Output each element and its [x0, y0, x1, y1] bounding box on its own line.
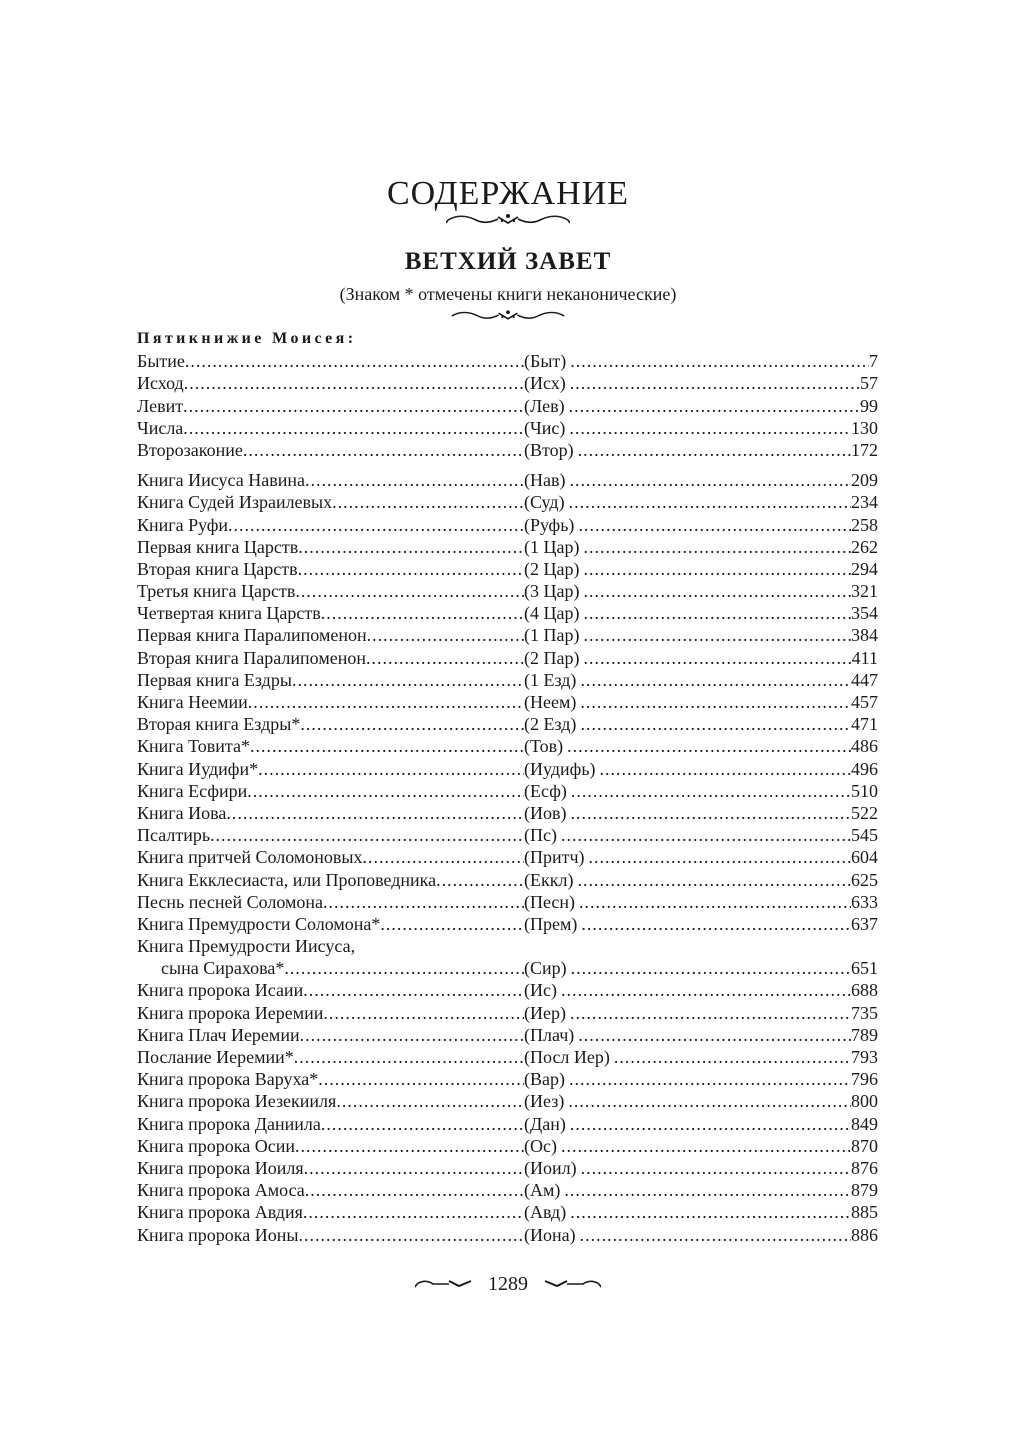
toc-entry-abbreviation: (Быт)	[524, 351, 567, 372]
dot-leader	[589, 846, 851, 868]
toc-entry-abbreviation: (Руфь)	[524, 514, 575, 535]
ornament-icon	[450, 308, 566, 324]
flourish-left-icon	[415, 1277, 473, 1291]
toc-entry-abbreviation: (Втор)	[524, 439, 574, 460]
dot-leader	[295, 1135, 524, 1157]
dot-leader	[583, 602, 851, 624]
toc-entry-title: Книга Руфи	[137, 514, 229, 535]
toc-entry-abbreviation: (2 Цар)	[524, 558, 580, 579]
dot-leader	[436, 869, 524, 891]
dot-leader	[185, 350, 524, 372]
toc-entry	[137, 580, 878, 602]
dot-leader	[569, 417, 851, 439]
toc-entry-page: 321	[851, 581, 878, 602]
toc-entry-page: 789	[851, 1024, 878, 1045]
toc-entry	[137, 957, 878, 979]
dot-leader	[569, 469, 851, 491]
dot-leader	[210, 824, 524, 846]
toc-entry-abbreviation: (Суд)	[524, 492, 565, 513]
page-number: 1289	[488, 1273, 528, 1296]
dot-leader	[303, 979, 524, 1001]
toc-entry-title: Книга притчей Соломоновых	[137, 847, 363, 868]
section-heading: ВЕТХИЙ ЗАВЕТ	[404, 248, 612, 275]
toc-entry	[137, 669, 878, 691]
dot-leader	[298, 1224, 524, 1246]
toc-entry-abbreviation: (Вар)	[524, 1069, 565, 1090]
dot-leader	[580, 713, 851, 735]
canon-note: (Знаком * отмечены книги неканонические)	[339, 284, 677, 304]
toc-entry	[137, 491, 878, 513]
toc-entry-page: 510	[851, 780, 878, 801]
toc-entry-page: 849	[851, 1113, 878, 1134]
toc-entry-page: 234	[851, 492, 878, 513]
toc-entry-abbreviation: (1 Езд)	[524, 669, 577, 690]
toc-entry	[137, 1224, 878, 1246]
dot-leader	[583, 558, 851, 580]
toc-entry-abbreviation: (Авд)	[524, 1202, 567, 1223]
toc-entry	[137, 350, 878, 372]
dot-leader	[569, 395, 860, 417]
toc-entry-page: 447	[851, 669, 878, 690]
page-footer	[0, 1270, 1016, 1297]
toc-entry-abbreviation: (Ис)	[524, 980, 557, 1001]
toc-entry-page: 796	[851, 1069, 878, 1090]
toc-entry-page: 522	[851, 802, 878, 823]
toc-entry	[137, 780, 878, 802]
toc-entry	[137, 713, 878, 735]
ornament-icon	[446, 212, 570, 228]
toc-entry	[137, 1068, 878, 1090]
toc-entry-page: 471	[851, 714, 878, 735]
toc-entry	[137, 869, 878, 891]
dot-leader	[304, 1157, 524, 1179]
toc-entry-abbreviation: (Иер)	[524, 1002, 566, 1023]
dot-leader	[581, 913, 851, 935]
toc-entry-title: Вторая книга Ездры*	[137, 714, 301, 735]
toc-entry-title: Книга пророка Иоиля	[137, 1157, 304, 1178]
dot-leader	[184, 372, 524, 394]
dot-leader	[570, 350, 869, 372]
toc-entry-abbreviation: (1 Цар)	[524, 536, 580, 557]
toc-entry-title: Книга Плач Иеремии	[137, 1024, 300, 1045]
toc-entry-abbreviation: (3 Цар)	[524, 581, 580, 602]
toc-entry-page: 651	[851, 958, 878, 979]
toc-entry	[137, 1201, 878, 1223]
toc-entry-title: Первая книга Ездры	[137, 669, 292, 690]
dot-leader	[583, 536, 851, 558]
dot-leader	[579, 891, 851, 913]
toc-entry	[137, 1002, 878, 1024]
toc-entry-page: 870	[851, 1135, 878, 1156]
toc-entry-page: 130	[851, 417, 878, 438]
toc-entry	[137, 536, 878, 558]
dot-leader	[583, 624, 851, 646]
page-title: СОДЕРЖАНИЕ	[386, 175, 630, 212]
toc-list	[137, 350, 878, 1246]
toc-entry	[137, 602, 878, 624]
toc-entry	[137, 824, 878, 846]
toc-entry-page: 354	[851, 603, 878, 624]
dot-leader	[300, 713, 524, 735]
toc-entry-title: Книга Премудрости Иисуса,	[137, 936, 356, 957]
dot-leader	[583, 580, 851, 602]
toc-entry-page: 258	[851, 514, 878, 535]
toc-entry-title: Книга пророка Варуха*	[137, 1069, 319, 1090]
toc-entry-title: Песнь песней Соломона	[137, 891, 324, 912]
toc-entry-title: Книга пророка Иезекииля	[137, 1091, 337, 1112]
dot-leader	[578, 1024, 851, 1046]
toc-entry-abbreviation: (Притч)	[524, 847, 585, 868]
toc-entry-page: 486	[851, 736, 878, 757]
toc-entry-page: 457	[851, 692, 878, 712]
toc-entry-title: Книга пророка Исаии	[137, 980, 304, 1001]
toc-entry-abbreviation: (4 Цар)	[524, 603, 580, 624]
toc-entry-title: Книга Премудрости Соломона*	[137, 913, 381, 934]
dot-leader	[228, 514, 524, 536]
toc-entry-page: 99	[860, 395, 878, 416]
dot-leader	[570, 1002, 851, 1024]
dot-leader	[258, 758, 524, 780]
dot-leader	[570, 1113, 851, 1135]
toc-entry-title: Четвертая книга Царств	[137, 603, 321, 624]
toc-entry	[137, 372, 878, 394]
group-gap	[137, 461, 878, 469]
dot-leader	[569, 491, 851, 513]
toc-entry-page: 625	[851, 869, 878, 890]
dot-leader	[568, 1090, 851, 1112]
toc-entry	[137, 1179, 878, 1201]
dot-leader	[571, 802, 852, 824]
toc-entry-abbreviation: (Иез)	[524, 1091, 565, 1112]
toc-entry-title: Исход	[137, 373, 184, 394]
dot-leader	[321, 1113, 524, 1135]
dot-leader	[564, 1179, 851, 1201]
dot-leader	[570, 1201, 851, 1223]
toc-entry-abbreviation: (Посл Иер)	[524, 1047, 610, 1067]
dot-leader	[561, 824, 851, 846]
toc-entry-abbreviation: (Прем)	[524, 913, 578, 934]
dot-leader	[295, 580, 524, 602]
ornament-divider-middle	[0, 308, 1016, 329]
dot-leader	[294, 1046, 524, 1068]
dot-leader	[305, 469, 524, 491]
toc-entry-page: 172	[851, 439, 878, 460]
dot-leader	[366, 647, 524, 669]
toc-entry-title: Псалтирь	[137, 825, 211, 846]
toc-entry-page: 262	[851, 536, 878, 557]
dot-leader	[380, 913, 524, 935]
dot-leader	[298, 558, 524, 580]
dot-leader	[580, 669, 851, 691]
toc-entry-title: Бытие	[137, 351, 185, 372]
toc-entry-page: 411	[851, 647, 878, 668]
toc-entry	[137, 439, 878, 461]
dot-leader	[578, 514, 851, 536]
toc-entry-abbreviation: (Дан)	[524, 1113, 566, 1134]
toc-entry-page: 57	[860, 373, 878, 394]
toc-entry	[137, 558, 878, 580]
toc-entry-title: Книга Товита*	[137, 736, 250, 757]
toc-entry-abbreviation: (Чис)	[524, 417, 566, 438]
toc-entry-title: Книга Иудифи*	[137, 758, 259, 779]
table-of-contents	[137, 328, 878, 1246]
toc-entry	[137, 1024, 878, 1046]
flourish-right-icon	[543, 1277, 601, 1291]
dot-leader	[580, 691, 851, 713]
toc-entry-page: 688	[851, 980, 878, 1001]
toc-entry-page: 294	[851, 558, 878, 579]
toc-entry-abbreviation: (Лев)	[524, 395, 565, 416]
toc-entry-title: сына Сирахова*	[161, 958, 285, 979]
toc-entry-abbreviation: (2 Пар)	[524, 647, 580, 668]
toc-entry-title: Книга пророка Ионы	[137, 1224, 299, 1245]
section-label: Пятикнижие Моисея:	[137, 330, 357, 347]
toc-entry-title: Вторая книга Паралипоменон	[137, 647, 366, 668]
toc-entry	[137, 514, 878, 536]
toc-entry-abbreviation: (Иоил)	[524, 1157, 577, 1178]
toc-entry	[137, 624, 878, 646]
toc-entry-title: Первая книга Паралипоменон	[137, 625, 367, 646]
toc-entry	[137, 735, 878, 757]
toc-entry-page: 879	[851, 1180, 878, 1201]
dot-leader	[580, 1224, 851, 1246]
dot-leader	[292, 669, 524, 691]
dot-leader	[318, 1068, 524, 1090]
toc-entry	[137, 979, 878, 1001]
dot-leader	[577, 869, 851, 891]
toc-entry	[137, 469, 878, 491]
toc-entry-abbreviation: (Иов)	[524, 802, 567, 823]
toc-entry-title: Вторая книга Царств	[137, 558, 298, 579]
toc-entry-abbreviation: (Есф)	[524, 780, 567, 801]
toc-entry	[137, 1135, 878, 1157]
toc-entry-abbreviation: (Песн)	[524, 891, 576, 912]
toc-entry-page: 604	[851, 847, 878, 868]
dot-leader	[247, 780, 524, 802]
toc-entry	[137, 395, 878, 417]
dot-leader	[298, 536, 524, 558]
dot-leader	[336, 1090, 524, 1112]
toc-entry-abbreviation: (Тов)	[524, 736, 564, 757]
dot-leader	[321, 602, 524, 624]
toc-entry-title: Книга пророка Амоса	[137, 1180, 305, 1201]
dot-leader	[323, 1002, 524, 1024]
dot-leader	[243, 439, 524, 461]
dot-leader	[571, 957, 851, 979]
dot-leader	[578, 439, 851, 461]
toc-entry-page: 7	[869, 351, 878, 372]
toc-entry-title: Левит	[137, 395, 184, 416]
toc-entry-page: 496	[851, 758, 878, 779]
dot-leader	[581, 1157, 851, 1179]
toc-entry-title: Книга пророка Даниила	[137, 1113, 321, 1134]
toc-entry-title: Третья книга Царств	[137, 581, 296, 602]
dot-leader	[561, 1135, 851, 1157]
dot-leader	[614, 1046, 851, 1068]
toc-entry-abbreviation: (Пс)	[524, 825, 557, 846]
toc-entry-title: Книга Иова	[137, 802, 227, 823]
toc-entry-title: Книга Судей Израилевых	[137, 492, 333, 513]
toc-entry	[137, 1113, 878, 1135]
toc-entry-title: Послание Иеремии*	[137, 1047, 294, 1067]
dot-leader	[567, 735, 851, 757]
toc-entry	[137, 691, 878, 713]
toc-entry-title-line	[137, 935, 878, 957]
toc-entry-abbreviation: (Плач)	[524, 1024, 575, 1045]
toc-entry-abbreviation: (Иона)	[524, 1224, 576, 1245]
toc-entry-title: Книга пророка Осии	[137, 1135, 295, 1156]
toc-entry-abbreviation: (Ам)	[524, 1180, 561, 1201]
toc-entry-page: 633	[851, 891, 878, 912]
toc-entry-abbreviation: (Неем)	[524, 692, 577, 712]
toc-entry-page: 886	[851, 1224, 878, 1245]
toc-entry-title: Числа	[137, 417, 184, 438]
dot-leader	[323, 891, 524, 913]
dot-leader	[226, 802, 524, 824]
dot-leader	[583, 647, 851, 669]
toc-entry-page: 793	[851, 1047, 878, 1067]
toc-entry	[137, 1090, 878, 1112]
toc-entry	[137, 758, 878, 780]
dot-leader	[367, 624, 524, 646]
toc-entry-abbreviation: (Исх)	[524, 373, 566, 394]
toc-entry-abbreviation: (Еккл)	[524, 869, 574, 890]
toc-entry-title: Книга Неемии	[137, 692, 248, 712]
dot-leader	[284, 957, 524, 979]
toc-entry	[137, 802, 878, 824]
toc-entry-page: 637	[851, 913, 878, 934]
toc-entry-page: 876	[851, 1157, 878, 1178]
dot-leader	[305, 1179, 524, 1201]
toc-entry-abbreviation: (Ос)	[524, 1135, 557, 1156]
toc-entry-title: Второзаконие	[137, 439, 243, 460]
ornament-divider-top	[0, 212, 1016, 233]
toc-entry-title: Книга пророка Иеремии	[137, 1002, 324, 1023]
toc-entry-page: 735	[851, 1002, 878, 1023]
toc-entry-abbreviation: (1 Пар)	[524, 625, 580, 646]
dot-leader	[303, 1201, 524, 1223]
toc-entry-page: 384	[851, 625, 878, 646]
toc-entry	[137, 647, 878, 669]
toc-entry-page: 209	[851, 470, 878, 491]
toc-entry	[137, 417, 878, 439]
toc-entry	[137, 846, 878, 868]
toc-entry-title: Книга Иисуса Навина	[137, 470, 305, 491]
dot-leader	[362, 846, 524, 868]
dot-leader	[570, 372, 860, 394]
toc-entry-page: 800	[851, 1091, 878, 1112]
toc-entry-abbreviation: (Сир)	[524, 958, 567, 979]
dot-leader	[571, 780, 851, 802]
toc-entry-page: 885	[851, 1202, 878, 1223]
toc-entry-title: Первая книга Царств	[137, 536, 299, 557]
toc-entry-title: Книга Есфири	[137, 780, 248, 801]
dot-leader	[300, 1024, 524, 1046]
toc-entry	[137, 891, 878, 913]
dot-leader	[183, 417, 524, 439]
toc-entry-abbreviation: (Иудифь)	[524, 758, 596, 779]
dot-leader	[248, 691, 524, 713]
toc-entry-abbreviation: (Нав)	[524, 470, 566, 491]
toc-entry	[137, 1046, 878, 1068]
dot-leader	[183, 395, 524, 417]
toc-entry-page: 545	[851, 825, 878, 846]
toc-entry	[137, 1157, 878, 1179]
toc-entry-title: Книга Екклесиаста, или Проповедника	[137, 869, 437, 890]
dot-leader	[250, 735, 524, 757]
toc-entry-title: Книга пророка Авдия	[137, 1202, 303, 1223]
toc-entry-abbreviation: (2 Езд)	[524, 714, 577, 735]
dot-leader	[600, 758, 851, 780]
dot-leader	[561, 979, 851, 1001]
toc-entry	[137, 913, 878, 935]
dot-leader	[332, 491, 524, 513]
dot-leader	[569, 1068, 851, 1090]
